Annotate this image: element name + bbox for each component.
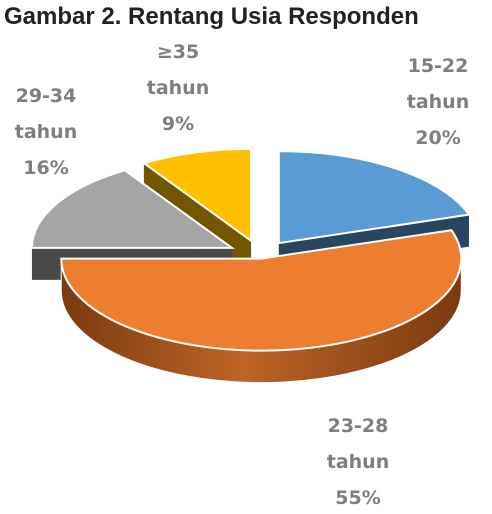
slice-label-4-line-2: tahun [146, 77, 210, 99]
slice-label-3-line-3: 16% [23, 157, 69, 179]
slice-label-2-line-2: tahun [326, 451, 390, 473]
slice-label-3-line-2: tahun [14, 121, 78, 143]
slice-label-1-line-1: 15-22 [407, 55, 469, 77]
slice-label-2 [327, 415, 389, 509]
slice-label-1 [407, 55, 469, 149]
slice-label-1-line-3: 20% [415, 127, 461, 149]
chart-title: Gambar 2. Rentang Usia Responden [4, 3, 419, 30]
slice-label-2-line-3: 55% [335, 487, 381, 509]
slice-label-4-line-3: 9% [161, 113, 195, 135]
slice-label-4-line-1: ≥35 [156, 41, 200, 63]
pie-slices [32, 149, 469, 383]
slice-label-3 [15, 85, 77, 179]
slice-label-3-line-1: 29-34 [15, 85, 77, 107]
slice-label-4 [147, 41, 209, 135]
slice-label-2-line-1: 23-28 [327, 415, 389, 437]
slice-label-1-line-2: tahun [406, 91, 470, 113]
